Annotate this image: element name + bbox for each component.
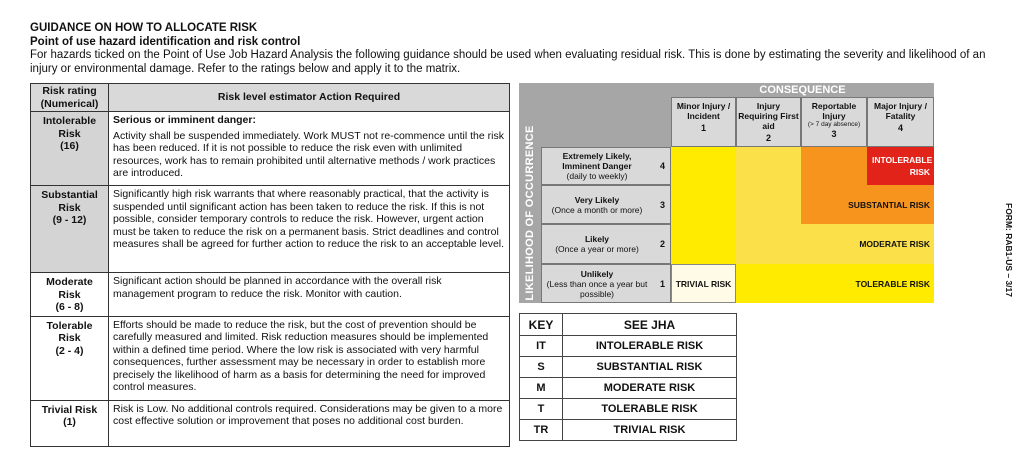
key-label: INTOLERABLE RISK — [563, 336, 737, 357]
row-label: Unlikely — [580, 268, 614, 279]
table-row — [31, 112, 510, 186]
col-note: (> 7 day absence) — [807, 121, 861, 128]
risk-name: Intolerable Risk — [42, 115, 97, 140]
risk-rating-cell — [31, 273, 109, 317]
risk-lead: Serious or imminent danger: — [113, 114, 256, 126]
likelihood-row-2 — [541, 224, 671, 264]
risk-key-table — [519, 313, 737, 441]
consequence-header: CONSEQUENCE — [671, 83, 934, 97]
moderate-zone-upper — [736, 147, 801, 224]
key-row — [520, 336, 737, 357]
risk-action-cell: Significant action should be planned in accordance with the overall risk management program to reduce the risk. Monitor with caution. — [109, 273, 510, 317]
risk-rating-cell — [31, 186, 109, 273]
risk-action-cell: Significantly high risk warrants that where reasonably practical, that the activity is suspended until significant action has been taken to reduce the risk. If this is not possible, consider temporary controls to reduce the risk. However, urgent action must be taken to reduce the risk on a permanent basis. Strict deadlines and control measures shall be agreed for further action to reduce the risk to an acceptable level. — [109, 186, 510, 273]
moderate-label: MODERATE RISK — [859, 239, 930, 249]
row-number: 2 — [659, 239, 665, 249]
col-number: 2 — [765, 133, 771, 143]
risk-rating-cell — [31, 112, 109, 186]
risk-range: (2 - 4) — [55, 344, 84, 357]
key-row — [520, 357, 737, 378]
table-row — [31, 273, 510, 317]
intro-text: For hazards ticked on the Point of Use Job Hazard Analysis the following guidance should be used when evaluating residual risk. This is done by estimating the severity and likelihood of an injury or environmental damage. Refer to the ratings below and apply it to the matrix. — [30, 49, 986, 75]
rating-column-header: Risk rating (Numerical) — [31, 84, 109, 112]
key-label: SUBSTANTIAL RISK — [563, 357, 737, 378]
row-label: Likely — [584, 234, 610, 244]
key-code: TR — [520, 420, 563, 441]
table-row — [31, 400, 510, 446]
likelihood-row-1 — [541, 264, 671, 303]
row-note: (daily to weekly) — [566, 171, 628, 181]
risk-matrix — [519, 83, 934, 303]
likelihood-row-3 — [541, 185, 671, 224]
key-code: M — [520, 378, 563, 399]
key-label: MODERATE RISK — [563, 378, 737, 399]
key-header-code: KEY — [520, 314, 563, 336]
risk-range: (16) — [60, 140, 79, 152]
row-label: Extremely Likely, Imminent Danger — [562, 151, 632, 171]
risk-name: Trivial Risk — [41, 403, 98, 416]
risk-action-text: Activity shall be suspended immediately. Work MUST not re-commence until the risk has been reduced. If it is not possible to reduce the risk even with unlimited resources, work has to remain prohibited until alternative methods / work practices are introduced. — [113, 129, 504, 179]
substantial-label: SUBSTANTIAL RISK — [848, 199, 930, 210]
col-label: Reportable Injury — [811, 101, 857, 121]
row-number: 1 — [659, 278, 665, 289]
risk-range: (1) — [63, 416, 76, 428]
row-label: Very Likely — [574, 194, 620, 205]
level-column-header: Risk level estimator Action Required — [109, 84, 510, 112]
key-header-label: SEE JHA — [563, 314, 737, 336]
risk-name: Tolerable Risk — [46, 319, 93, 344]
col-label: Injury Requiring First aid — [738, 101, 799, 131]
row-number: 4 — [659, 161, 665, 171]
key-code: T — [520, 399, 563, 420]
table-row — [31, 186, 510, 273]
col-number: 4 — [897, 123, 903, 133]
tolerable-zone-left — [671, 147, 736, 264]
row-note: (Once a year or more) — [555, 244, 639, 254]
form-id: FORM: RAB1-US – 3/17 — [1004, 203, 1014, 297]
risk-range: (9 - 12) — [52, 214, 87, 226]
col-number: 1 — [700, 123, 706, 133]
trivial-label: TRIVIAL RISK — [675, 278, 732, 289]
risk-action-cell: Risk is Low. No additional controls required. Considerations may be given to a more cost effective solution or improvement that poses no additional cost burden. — [109, 400, 510, 446]
guidance-header — [30, 22, 990, 76]
page-title: GUIDANCE ON HOW TO ALLOCATE RISK — [30, 22, 258, 34]
likelihood-row-4 — [541, 147, 671, 185]
risk-rating-cell — [31, 400, 109, 446]
risk-action-cell — [109, 112, 510, 186]
key-header — [520, 314, 737, 336]
col-number: 3 — [831, 129, 837, 139]
risk-rating-cell — [31, 316, 109, 400]
row-note: (Once a month or more) — [551, 204, 643, 215]
risk-name: Moderate Risk — [46, 276, 93, 301]
key-row — [520, 399, 737, 420]
table-row — [31, 316, 510, 400]
key-row — [520, 378, 737, 399]
risk-action-cell: Efforts should be made to reduce the risk, but the cost of prevention should be carefully measured and limited. Risk reduction measures should be implemented within a defined time period. Where the low risk is associated with very harmful consequences, further assessment may be necessary in order to establish more precisely the likelihood of harm as a basis for determining the need for improved control measures. — [109, 316, 510, 400]
guidance-table-header — [31, 84, 510, 112]
key-label: TRIVIAL RISK — [563, 420, 737, 441]
col-label: Major Injury / Fatality — [874, 101, 927, 121]
consequence-col-1 — [671, 97, 736, 147]
consequence-col-2 — [736, 97, 801, 147]
row-number: 3 — [659, 199, 665, 210]
risk-name: Substantial Risk — [41, 189, 98, 214]
consequence-col-3 — [801, 97, 867, 147]
risk-range: (6 - 8) — [55, 301, 84, 313]
key-code: S — [520, 357, 563, 378]
consequence-col-4 — [867, 97, 934, 147]
key-code: IT — [520, 336, 563, 357]
intolerable-label: INTOLERABLE RISK — [872, 155, 933, 177]
key-row — [520, 420, 737, 441]
risk-guidance-table — [30, 83, 510, 447]
likelihood-axis-label: LIKELIHOOD OF OCCURRENCE — [524, 125, 536, 301]
tolerable-label: TOLERABLE RISK — [855, 278, 930, 289]
page-subtitle: Point of use hazard identification and risk control — [30, 35, 301, 48]
key-label: TOLERABLE RISK — [563, 399, 737, 420]
col-label: Minor Injury / Incident — [676, 101, 731, 121]
row-note: (Less than once a year but possible) — [546, 278, 648, 299]
